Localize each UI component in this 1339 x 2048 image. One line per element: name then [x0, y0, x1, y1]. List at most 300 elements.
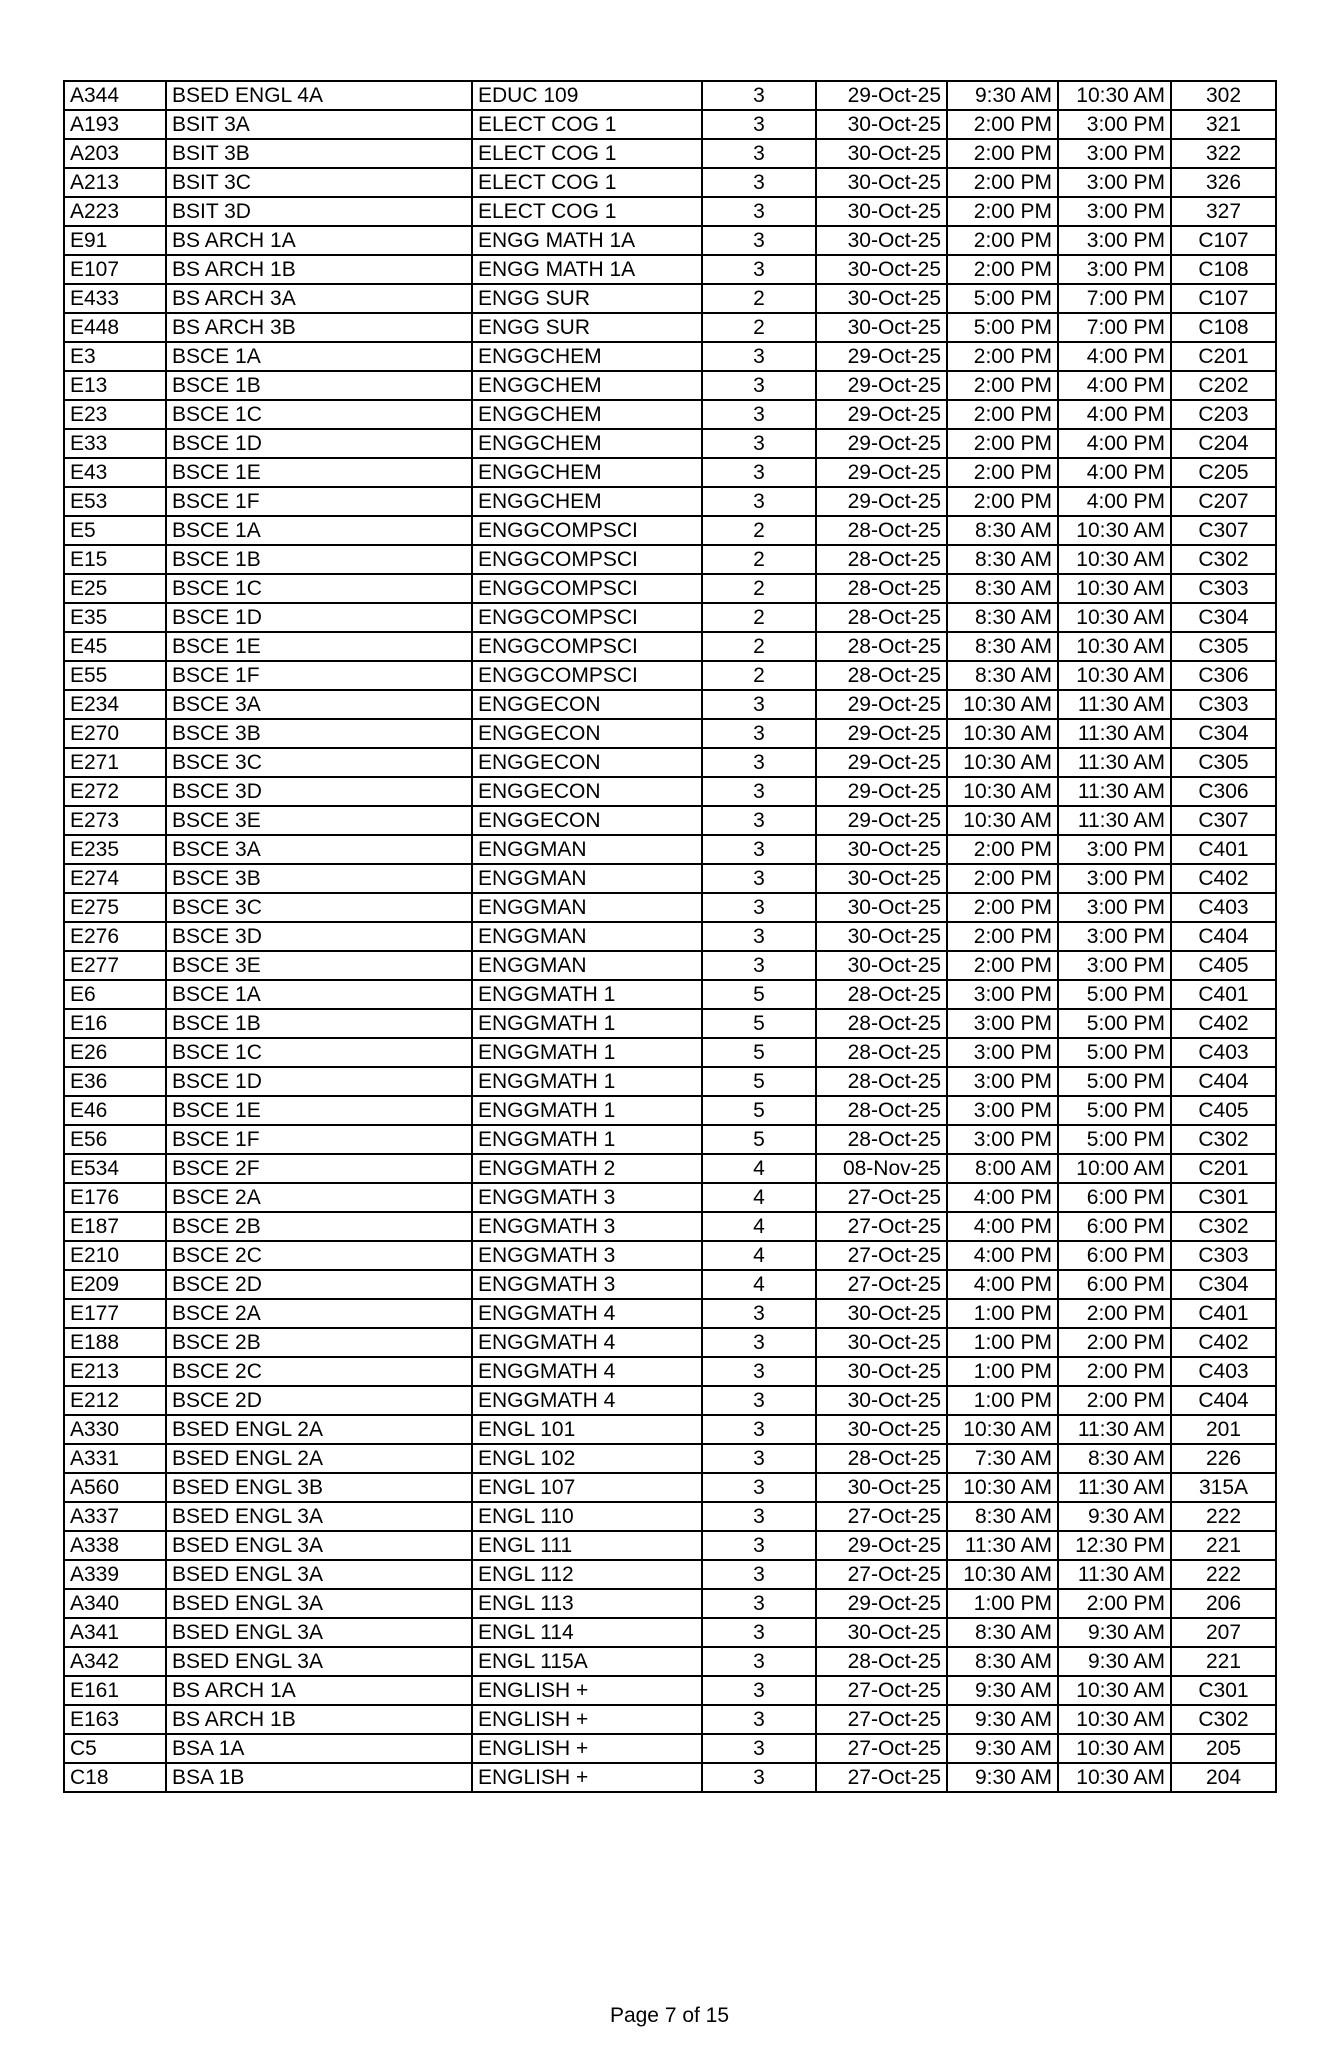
code-cell: A193: [64, 110, 166, 139]
date-cell: 28-Oct-25: [816, 516, 947, 545]
date-cell: 29-Oct-25: [816, 1531, 947, 1560]
date-cell: 29-Oct-25: [816, 429, 947, 458]
date-cell: 28-Oct-25: [816, 1038, 947, 1067]
start-time-cell: 3:00 PM: [947, 1096, 1058, 1125]
table-row: [64, 1299, 1276, 1328]
start-time-cell: 2:00 PM: [947, 342, 1058, 371]
table-row: [64, 313, 1276, 342]
subject-cell: ENGGMATH 4: [472, 1357, 702, 1386]
code-cell: A203: [64, 139, 166, 168]
table-row: [64, 226, 1276, 255]
table-row: [64, 1415, 1276, 1444]
room-cell: 222: [1171, 1560, 1276, 1589]
start-time-cell: 11:30 AM: [947, 1531, 1058, 1560]
section-cell: BSCE 2B: [166, 1212, 472, 1241]
subject-cell: ENGL 107: [472, 1473, 702, 1502]
section-cell: BSIT 3D: [166, 197, 472, 226]
date-cell: 28-Oct-25: [816, 1009, 947, 1038]
code-cell: E187: [64, 1212, 166, 1241]
date-cell: 27-Oct-25: [816, 1676, 947, 1705]
end-time-cell: 10:30 AM: [1058, 1763, 1171, 1792]
section-cell: BSCE 1A: [166, 980, 472, 1009]
code-cell: E43: [64, 458, 166, 487]
date-cell: 30-Oct-25: [816, 1618, 947, 1647]
units-cell: 3: [702, 1560, 816, 1589]
code-cell: E25: [64, 574, 166, 603]
code-cell: E177: [64, 1299, 166, 1328]
subject-cell: ENGGCHEM: [472, 400, 702, 429]
room-cell: C405: [1171, 1096, 1276, 1125]
units-cell: 3: [702, 1647, 816, 1676]
section-cell: BSCE 3A: [166, 690, 472, 719]
subject-cell: ENGG SUR: [472, 313, 702, 342]
table-row: [64, 1531, 1276, 1560]
subject-cell: ENGL 115A: [472, 1647, 702, 1676]
section-cell: BSCE 2C: [166, 1357, 472, 1386]
units-cell: 5: [702, 1096, 816, 1125]
room-cell: C306: [1171, 661, 1276, 690]
units-cell: 4: [702, 1270, 816, 1299]
section-cell: BSED ENGL 3B: [166, 1473, 472, 1502]
section-cell: BSIT 3B: [166, 139, 472, 168]
start-time-cell: 9:30 AM: [947, 1705, 1058, 1734]
section-cell: BSCE 3A: [166, 835, 472, 864]
subject-cell: ELECT COG 1: [472, 110, 702, 139]
section-cell: BSIT 3A: [166, 110, 472, 139]
section-cell: BSED ENGL 3A: [166, 1502, 472, 1531]
room-cell: 221: [1171, 1647, 1276, 1676]
start-time-cell: 9:30 AM: [947, 1763, 1058, 1792]
start-time-cell: 3:00 PM: [947, 1038, 1058, 1067]
subject-cell: ENGL 102: [472, 1444, 702, 1473]
subject-cell: ENGGMATH 1: [472, 1038, 702, 1067]
subject-cell: ENGGMATH 3: [472, 1212, 702, 1241]
date-cell: 30-Oct-25: [816, 922, 947, 951]
date-cell: 27-Oct-25: [816, 1763, 947, 1792]
subject-cell: ENGGECON: [472, 806, 702, 835]
date-cell: 28-Oct-25: [816, 574, 947, 603]
section-cell: BSED ENGL 3A: [166, 1560, 472, 1589]
section-cell: BSCE 1C: [166, 400, 472, 429]
start-time-cell: 2:00 PM: [947, 951, 1058, 980]
end-time-cell: 11:30 AM: [1058, 690, 1171, 719]
end-time-cell: 5:00 PM: [1058, 1038, 1171, 1067]
units-cell: 3: [702, 429, 816, 458]
date-cell: 28-Oct-25: [816, 1647, 947, 1676]
subject-cell: ENGGCOMPSCI: [472, 661, 702, 690]
code-cell: A339: [64, 1560, 166, 1589]
schedule-sheet: [63, 80, 1275, 1793]
room-cell: 206: [1171, 1589, 1276, 1618]
date-cell: 30-Oct-25: [816, 1473, 947, 1502]
end-time-cell: 11:30 AM: [1058, 719, 1171, 748]
subject-cell: ENGL 110: [472, 1502, 702, 1531]
end-time-cell: 11:30 AM: [1058, 1560, 1171, 1589]
table-row: [64, 487, 1276, 516]
table-row: [64, 81, 1276, 110]
units-cell: 3: [702, 1357, 816, 1386]
subject-cell: ENGG MATH 1A: [472, 255, 702, 284]
end-time-cell: 3:00 PM: [1058, 110, 1171, 139]
start-time-cell: 8:30 AM: [947, 632, 1058, 661]
end-time-cell: 11:30 AM: [1058, 777, 1171, 806]
subject-cell: ENGGMATH 1: [472, 1096, 702, 1125]
end-time-cell: 10:30 AM: [1058, 574, 1171, 603]
table-row: [64, 197, 1276, 226]
date-cell: 30-Oct-25: [816, 1415, 947, 1444]
end-time-cell: 5:00 PM: [1058, 1125, 1171, 1154]
code-cell: E272: [64, 777, 166, 806]
exam-schedule-table: [63, 80, 1277, 1793]
units-cell: 3: [702, 1589, 816, 1618]
date-cell: 29-Oct-25: [816, 371, 947, 400]
units-cell: 2: [702, 661, 816, 690]
subject-cell: ENGGCHEM: [472, 342, 702, 371]
room-cell: C402: [1171, 1328, 1276, 1357]
code-cell: E91: [64, 226, 166, 255]
code-cell: E16: [64, 1009, 166, 1038]
end-time-cell: 11:30 AM: [1058, 806, 1171, 835]
room-cell: C108: [1171, 313, 1276, 342]
section-cell: BSCE 3B: [166, 864, 472, 893]
units-cell: 3: [702, 951, 816, 980]
subject-cell: EDUC 109: [472, 81, 702, 110]
table-row: [64, 748, 1276, 777]
units-cell: 3: [702, 458, 816, 487]
end-time-cell: 10:30 AM: [1058, 1676, 1171, 1705]
section-cell: BSCE 1E: [166, 1096, 472, 1125]
code-cell: A560: [64, 1473, 166, 1502]
end-time-cell: 3:00 PM: [1058, 226, 1171, 255]
date-cell: 27-Oct-25: [816, 1560, 947, 1589]
end-time-cell: 4:00 PM: [1058, 487, 1171, 516]
room-cell: C404: [1171, 1386, 1276, 1415]
section-cell: BS ARCH 1A: [166, 226, 472, 255]
end-time-cell: 10:30 AM: [1058, 81, 1171, 110]
start-time-cell: 5:00 PM: [947, 284, 1058, 313]
section-cell: BSCE 1B: [166, 545, 472, 574]
units-cell: 3: [702, 1676, 816, 1705]
code-cell: E176: [64, 1183, 166, 1212]
start-time-cell: 10:30 AM: [947, 1560, 1058, 1589]
units-cell: 3: [702, 400, 816, 429]
end-time-cell: 6:00 PM: [1058, 1241, 1171, 1270]
table-row: [64, 690, 1276, 719]
units-cell: 3: [702, 1328, 816, 1357]
subject-cell: ENGGCOMPSCI: [472, 603, 702, 632]
start-time-cell: 3:00 PM: [947, 1125, 1058, 1154]
subject-cell: ENGG SUR: [472, 284, 702, 313]
date-cell: 30-Oct-25: [816, 1386, 947, 1415]
end-time-cell: 2:00 PM: [1058, 1299, 1171, 1328]
section-cell: BSCE 1D: [166, 1067, 472, 1096]
section-cell: BSED ENGL 2A: [166, 1444, 472, 1473]
section-cell: BSED ENGL 3A: [166, 1647, 472, 1676]
code-cell: E56: [64, 1125, 166, 1154]
code-cell: A342: [64, 1647, 166, 1676]
subject-cell: ENGGCOMPSCI: [472, 632, 702, 661]
start-time-cell: 8:30 AM: [947, 516, 1058, 545]
table-row: [64, 893, 1276, 922]
table-row: [64, 1386, 1276, 1415]
start-time-cell: 2:00 PM: [947, 197, 1058, 226]
section-cell: BSCE 2F: [166, 1154, 472, 1183]
subject-cell: ENGGMAN: [472, 951, 702, 980]
units-cell: 3: [702, 1531, 816, 1560]
room-cell: C205: [1171, 458, 1276, 487]
subject-cell: ENGGCOMPSCI: [472, 545, 702, 574]
date-cell: 30-Oct-25: [816, 284, 947, 313]
start-time-cell: 4:00 PM: [947, 1270, 1058, 1299]
room-cell: C302: [1171, 545, 1276, 574]
date-cell: 30-Oct-25: [816, 139, 947, 168]
section-cell: BSA 1B: [166, 1763, 472, 1792]
units-cell: 5: [702, 1067, 816, 1096]
room-cell: C201: [1171, 342, 1276, 371]
code-cell: A340: [64, 1589, 166, 1618]
section-cell: BSCE 1E: [166, 632, 472, 661]
end-time-cell: 7:00 PM: [1058, 284, 1171, 313]
table-row: [64, 1009, 1276, 1038]
start-time-cell: 10:30 AM: [947, 748, 1058, 777]
section-cell: BSCE 2A: [166, 1299, 472, 1328]
table-row: [64, 719, 1276, 748]
units-cell: 2: [702, 574, 816, 603]
section-cell: BSCE 3C: [166, 893, 472, 922]
start-time-cell: 2:00 PM: [947, 487, 1058, 516]
units-cell: 3: [702, 1299, 816, 1328]
code-cell: E209: [64, 1270, 166, 1299]
subject-cell: ENGLISH +: [472, 1763, 702, 1792]
date-cell: 29-Oct-25: [816, 342, 947, 371]
room-cell: 205: [1171, 1734, 1276, 1763]
date-cell: 30-Oct-25: [816, 197, 947, 226]
start-time-cell: 8:30 AM: [947, 603, 1058, 632]
start-time-cell: 2:00 PM: [947, 110, 1058, 139]
start-time-cell: 9:30 AM: [947, 1734, 1058, 1763]
subject-cell: ENGGMATH 1: [472, 1125, 702, 1154]
section-cell: BSCE 1E: [166, 458, 472, 487]
subject-cell: ENGGMAN: [472, 922, 702, 951]
room-cell: C402: [1171, 864, 1276, 893]
code-cell: A344: [64, 81, 166, 110]
table-row: [64, 1212, 1276, 1241]
subject-cell: ELECT COG 1: [472, 168, 702, 197]
date-cell: 28-Oct-25: [816, 603, 947, 632]
section-cell: BSCE 2C: [166, 1241, 472, 1270]
end-time-cell: 10:30 AM: [1058, 1734, 1171, 1763]
units-cell: 2: [702, 603, 816, 632]
units-cell: 3: [702, 342, 816, 371]
end-time-cell: 12:30 PM: [1058, 1531, 1171, 1560]
date-cell: 29-Oct-25: [816, 777, 947, 806]
table-row: [64, 1763, 1276, 1792]
table-row: [64, 342, 1276, 371]
table-row: [64, 1270, 1276, 1299]
end-time-cell: 6:00 PM: [1058, 1183, 1171, 1212]
subject-cell: ENGGCHEM: [472, 371, 702, 400]
date-cell: 27-Oct-25: [816, 1183, 947, 1212]
units-cell: 3: [702, 487, 816, 516]
units-cell: 3: [702, 690, 816, 719]
room-cell: C303: [1171, 1241, 1276, 1270]
subject-cell: ENGL 112: [472, 1560, 702, 1589]
start-time-cell: 2:00 PM: [947, 893, 1058, 922]
code-cell: A331: [64, 1444, 166, 1473]
subject-cell: ELECT COG 1: [472, 197, 702, 226]
subject-cell: ENGGCHEM: [472, 429, 702, 458]
start-time-cell: 2:00 PM: [947, 371, 1058, 400]
date-cell: 27-Oct-25: [816, 1241, 947, 1270]
subject-cell: ENGGMAN: [472, 893, 702, 922]
section-cell: BSED ENGL 4A: [166, 81, 472, 110]
table-row: [64, 284, 1276, 313]
units-cell: 3: [702, 110, 816, 139]
units-cell: 5: [702, 1009, 816, 1038]
end-time-cell: 3:00 PM: [1058, 255, 1171, 284]
code-cell: E6: [64, 980, 166, 1009]
code-cell: E46: [64, 1096, 166, 1125]
room-cell: C108: [1171, 255, 1276, 284]
units-cell: 5: [702, 1038, 816, 1067]
units-cell: 2: [702, 545, 816, 574]
subject-cell: ENGGCOMPSCI: [472, 516, 702, 545]
units-cell: 3: [702, 1705, 816, 1734]
units-cell: 3: [702, 255, 816, 284]
units-cell: 3: [702, 139, 816, 168]
start-time-cell: 10:30 AM: [947, 719, 1058, 748]
code-cell: E161: [64, 1676, 166, 1705]
start-time-cell: 2:00 PM: [947, 226, 1058, 255]
date-cell: 28-Oct-25: [816, 1096, 947, 1125]
units-cell: 3: [702, 748, 816, 777]
room-cell: C302: [1171, 1125, 1276, 1154]
room-cell: C303: [1171, 574, 1276, 603]
date-cell: 30-Oct-25: [816, 226, 947, 255]
section-cell: BSCE 1F: [166, 661, 472, 690]
start-time-cell: 10:30 AM: [947, 1415, 1058, 1444]
date-cell: 29-Oct-25: [816, 458, 947, 487]
subject-cell: ENGGMATH 4: [472, 1328, 702, 1357]
units-cell: 3: [702, 1618, 816, 1647]
units-cell: 2: [702, 516, 816, 545]
date-cell: 08-Nov-25: [816, 1154, 947, 1183]
start-time-cell: 2:00 PM: [947, 255, 1058, 284]
room-cell: C302: [1171, 1212, 1276, 1241]
table-row: [64, 1357, 1276, 1386]
start-time-cell: 2:00 PM: [947, 139, 1058, 168]
end-time-cell: 3:00 PM: [1058, 168, 1171, 197]
units-cell: 5: [702, 1125, 816, 1154]
end-time-cell: 4:00 PM: [1058, 342, 1171, 371]
units-cell: 3: [702, 1473, 816, 1502]
units-cell: 3: [702, 777, 816, 806]
code-cell: E13: [64, 371, 166, 400]
date-cell: 30-Oct-25: [816, 835, 947, 864]
code-cell: E273: [64, 806, 166, 835]
end-time-cell: 2:00 PM: [1058, 1589, 1171, 1618]
date-cell: 28-Oct-25: [816, 1125, 947, 1154]
section-cell: BSCE 3C: [166, 748, 472, 777]
end-time-cell: 10:30 AM: [1058, 1705, 1171, 1734]
end-time-cell: 11:30 AM: [1058, 1415, 1171, 1444]
table-row: [64, 371, 1276, 400]
section-cell: BSED ENGL 2A: [166, 1415, 472, 1444]
end-time-cell: 3:00 PM: [1058, 951, 1171, 980]
date-cell: 27-Oct-25: [816, 1502, 947, 1531]
end-time-cell: 5:00 PM: [1058, 1009, 1171, 1038]
table-row: [64, 1473, 1276, 1502]
units-cell: 3: [702, 922, 816, 951]
code-cell: C18: [64, 1763, 166, 1792]
room-cell: 222: [1171, 1502, 1276, 1531]
section-cell: BS ARCH 1A: [166, 1676, 472, 1705]
code-cell: A223: [64, 197, 166, 226]
subject-cell: ENGLISH +: [472, 1734, 702, 1763]
subject-cell: ENGGCHEM: [472, 458, 702, 487]
room-cell: 302: [1171, 81, 1276, 110]
table-row: [64, 1734, 1276, 1763]
date-cell: 30-Oct-25: [816, 313, 947, 342]
date-cell: 30-Oct-25: [816, 1357, 947, 1386]
start-time-cell: 4:00 PM: [947, 1212, 1058, 1241]
code-cell: E26: [64, 1038, 166, 1067]
end-time-cell: 3:00 PM: [1058, 197, 1171, 226]
date-cell: 29-Oct-25: [816, 1589, 947, 1618]
start-time-cell: 7:30 AM: [947, 1444, 1058, 1473]
code-cell: E107: [64, 255, 166, 284]
subject-cell: ENGGMATH 3: [472, 1183, 702, 1212]
units-cell: 3: [702, 1734, 816, 1763]
subject-cell: ENGL 111: [472, 1531, 702, 1560]
end-time-cell: 10:30 AM: [1058, 632, 1171, 661]
table-row: [64, 1705, 1276, 1734]
room-cell: C207: [1171, 487, 1276, 516]
units-cell: 4: [702, 1154, 816, 1183]
subject-cell: ENGGECON: [472, 748, 702, 777]
date-cell: 29-Oct-25: [816, 806, 947, 835]
code-cell: A337: [64, 1502, 166, 1531]
subject-cell: ENGGMATH 1: [472, 980, 702, 1009]
section-cell: BSCE 3E: [166, 806, 472, 835]
start-time-cell: 10:30 AM: [947, 690, 1058, 719]
room-cell: C304: [1171, 719, 1276, 748]
units-cell: 3: [702, 1763, 816, 1792]
room-cell: C305: [1171, 632, 1276, 661]
start-time-cell: 2:00 PM: [947, 429, 1058, 458]
room-cell: C203: [1171, 400, 1276, 429]
units-cell: 3: [702, 893, 816, 922]
table-row: [64, 1502, 1276, 1531]
code-cell: A330: [64, 1415, 166, 1444]
end-time-cell: 10:30 AM: [1058, 603, 1171, 632]
units-cell: 2: [702, 313, 816, 342]
section-cell: BSED ENGL 3A: [166, 1589, 472, 1618]
start-time-cell: 4:00 PM: [947, 1241, 1058, 1270]
section-cell: BSCE 1B: [166, 371, 472, 400]
start-time-cell: 2:00 PM: [947, 400, 1058, 429]
end-time-cell: 3:00 PM: [1058, 864, 1171, 893]
units-cell: 3: [702, 168, 816, 197]
room-cell: 326: [1171, 168, 1276, 197]
code-cell: E33: [64, 429, 166, 458]
table-row: [64, 835, 1276, 864]
room-cell: C403: [1171, 1038, 1276, 1067]
table-row: [64, 255, 1276, 284]
table-row: [64, 458, 1276, 487]
room-cell: C403: [1171, 893, 1276, 922]
table-row: [64, 603, 1276, 632]
